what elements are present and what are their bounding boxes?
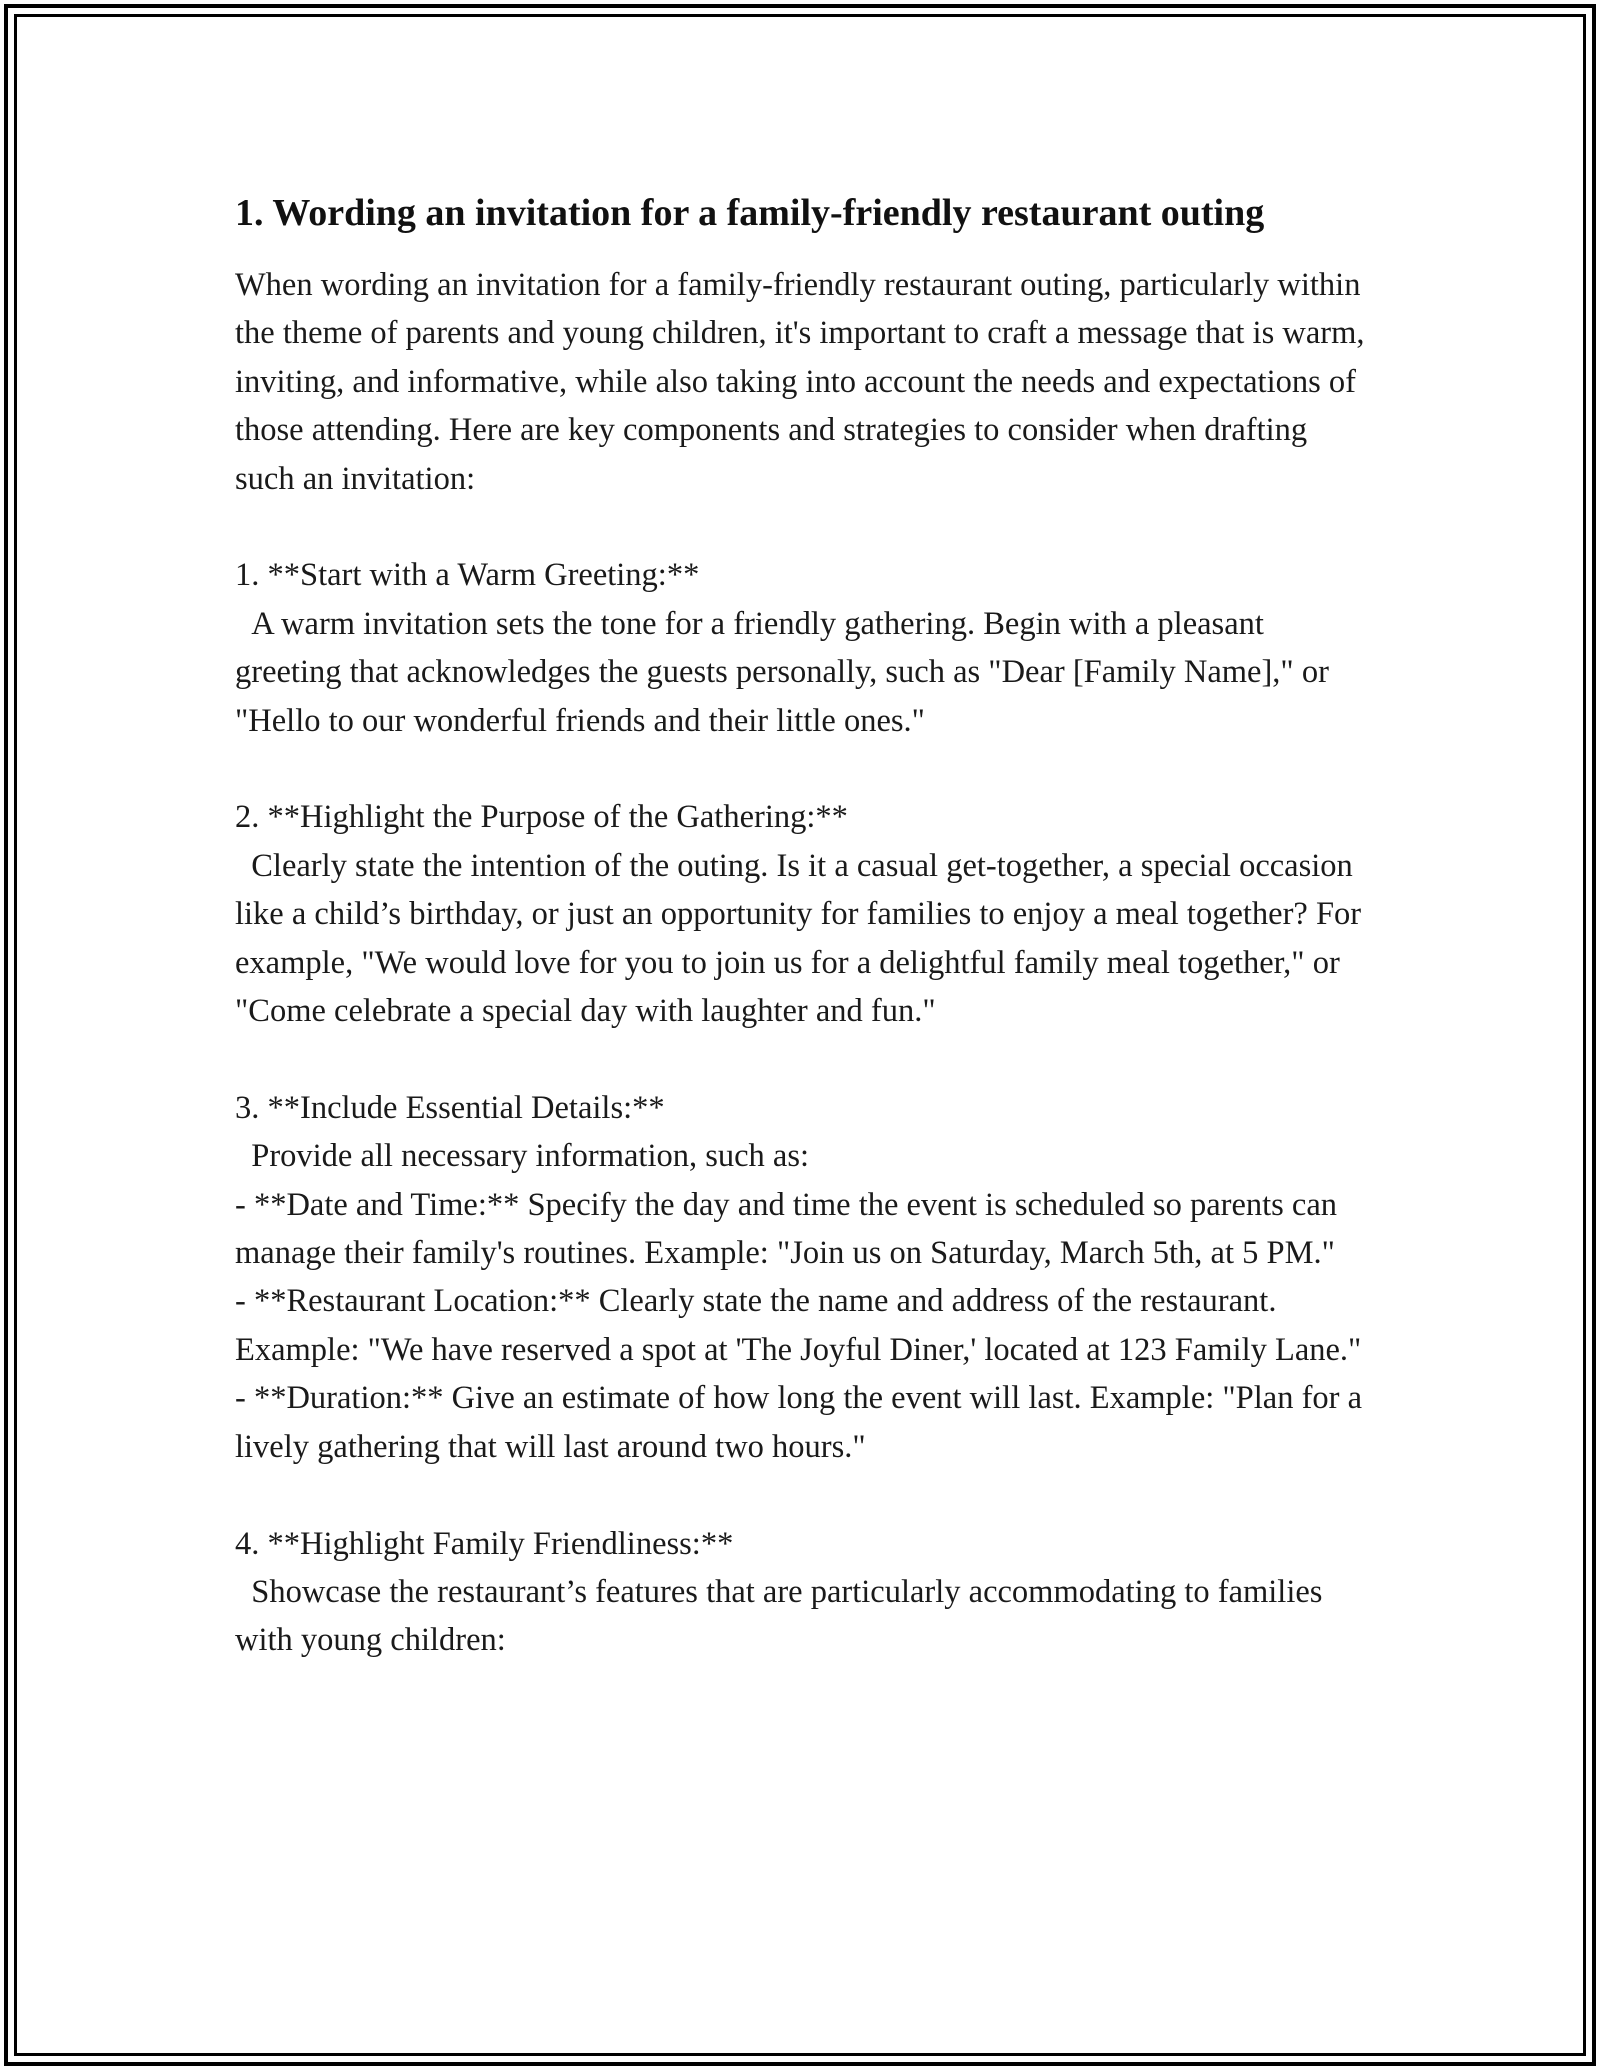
list-item-date-time: - **Date and Time:** Specify the day and time the event is scheduled so parents can manage their family's routines. Example: "Join us on Saturday, March 5th, at 5 PM." (235, 1186, 1346, 1272)
paragraph-gap (235, 1471, 1365, 1519)
section-1-body: A warm invitation sets the tone for a friendly gathering. Begin with a pleasant greeting that acknowledges the guests personally, such as "Dear [Family Name]," or "Hello to our wonderful friends and their little ones." (235, 605, 1338, 739)
paragraph-gap (235, 745, 1365, 793)
section-4-body: Showcase the restaurant’s features that are particularly accommodating to families with young children: (235, 1573, 1331, 1659)
section-3-heading: 3. **Include Essential Details:** (235, 1089, 665, 1126)
intro-paragraph: When wording an invitation for a family-friendly restaurant outing, particularly within the theme of parents and young children, it's important to craft a message that is warm, inviting, and informative, while also taking into account the needs and expectations of those attending. Here are key components and strategies to consider when drafting such an invitation: (235, 267, 1373, 497)
paragraph-gap (235, 1035, 1365, 1083)
document-content (235, 186, 1373, 1665)
list-item-duration: - **Duration:** Give an estimate of how long the event will last. Example: "Plan for a lively gathering that will last around two hours." (235, 1380, 1371, 1465)
document-title: 1. Wording an invitation for a family-friendly restaurant outing (235, 192, 1265, 234)
section-2-heading: 2. **Highlight the Purpose of the Gathering:** (235, 799, 848, 836)
paragraph-gap (235, 503, 1365, 551)
section-1-heading: 1. **Start with a Warm Greeting:** (235, 557, 700, 594)
list-item-location: - **Restaurant Location:** Clearly state the name and address of the restaurant. Example: "We have reserved a spot at 'The Joyful Diner,' located at 123 Family Lane." (235, 1283, 1362, 1368)
section-3-body: Provide all necessary information, such as: (235, 1138, 810, 1175)
section-2-body: Clearly state the intention of the outing. Is it a casual get-together, a special occasion like a child’s birthday, or just an opportunity for families to enjoy a meal together? For example, "We would love for you to join us for a delightful family meal together," or "Come celebrate a special day with laughter and fun." (235, 847, 1370, 1030)
section-4-heading: 4. **Highlight Family Friendliness:** (235, 1525, 734, 1562)
